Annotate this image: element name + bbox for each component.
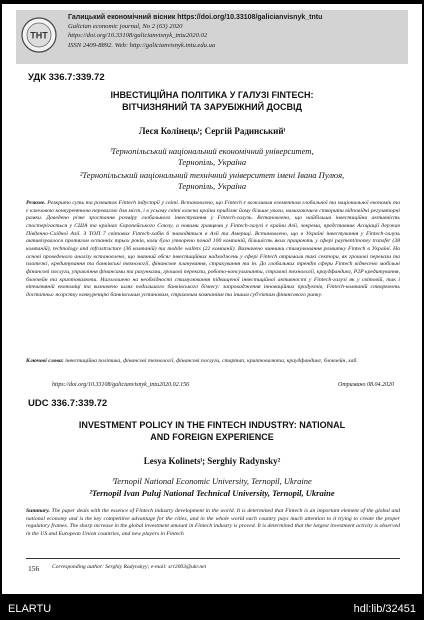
abstract-text-ua: Розкрито суть та розвиток Fintech індустрії у світі. Встановлено, що Fintech є важливим елементом глобальної та національної економік та є ключовою конкурентною перевагою для міст, і в усьому світі кожна країна приділяє йому більше уваги, намагаючися створити відповідні регуляторні рамки. Доведено різке зростання розміру глобального інвестування у Fintech-галузь. Встановлено, що найбільша інвестиційна активність спостерігається у США та країнах Європейського Союзу, а новими гравцями у Fintech-галузі є країни Азії, зокрема, представник Асоціації держав Південно-Східної Азії. З ТОП 7 світових Fintech-хабів 6 знаходяться в Азії та Америці. Встановлено, що в Україні інвестування у Fintech-галузь активізувалося протягом останніх трьох років, коли було утворено понад 100 компаній, більшість яких працюють у сфері payment/money transfer (38 компаній), technology and infrastructure (36 компаній) та mobile wallets (22 компанії). Визначено чинники стимулювання розвитку Fintech в Україні. На основі проведеного аналізу встановлено, що значний обсяг інвестиційних надходжень у сфері Fintech отримали такі сектори, як грошові перекази та платежі, кредитування та банківські технології, фінансове планування, страхування та ін. До глобальних трендів сфери Fintech віднесено мобільні фінансові послуги, управління фінансами та рахунками, грошові перекази, робото-консультанти, страхові технології, краудфандинг, P2P кредитування, блокчейн та криптовалюти. Наголошено на необхідності стимулювання підвищеної інвестиційної активності у Fintech-галузі як у світовій, так і вітчизняній економіці та визначено шлях подальшого банківського бізнесу: запровадження інноваційних продуктів, Fintech-компаній створюють достатньо жорстку конкуренцію банківським установам, страховим компаніям та іншим суб'єктам фінансового ринку.: [26, 200, 401, 298]
logo-text: ТНТ: [30, 30, 48, 41]
abstract-text-en: The paper deals with the essence of Fintech industry development in the world. It is determined that Fintech is an important element of the global and national economy and is the key competitive advantage for the cities, and in the whole world each country pays much attention to it trying to create the proper regulatory frames. The sharp increase in the global investment amount in Fintech industry is proved. It is determined that the largest investment activity is observed in the US and European Union countries, and new players in Fintech: [26, 508, 401, 537]
footer-divider: [26, 558, 400, 559]
abstract-en: [26, 508, 400, 539]
abstract-ua: [26, 200, 400, 300]
title-en: INVESTMENT POLICY IN THE FINTECH INDUSTRY: NATIONAL AND FOREIGN EXPERIENCE: [78, 420, 346, 442]
udc-en: UDC 336.7:339.72: [28, 398, 108, 409]
affiliation-1-ua: ˡТернопільський національний економічний університет, Тернопіль, Україна: [110, 146, 314, 167]
journal-title: Галицький економічний вісник https://doi.org/10.33108/galicianvisnyk_tntu: [68, 14, 323, 21]
affiliation-2-en: ²Ternopil Ivan Puluj National Technical University, Ternopil, Ukraine: [89, 488, 335, 498]
authors-ua: Леся Колінецьˡ; Сергій Радинськийˡ: [138, 126, 286, 136]
abstract-label-en: Summary.: [26, 508, 50, 514]
repository-label: ELARTU: [8, 603, 52, 615]
handle-label: hdl:lib/32451: [353, 603, 416, 615]
keywords-text: інвестиційна політика, фінансові технології, фінансові послуги, стартап, криптовалюта, краудфандинг, блокчейн, хаб.: [65, 358, 358, 364]
title-ua: ІНВЕСТИЦІЙНА ПОЛІТИКА У ГАЛУЗІ FINTECH: ВІТЧИЗНЯНИЙ ТА ЗАРУБІЖНИЙ ДОСВІД: [110, 90, 314, 112]
page-number: 156: [28, 564, 40, 573]
affiliation-1-en: ˡTernopil National Economic University, Ternopil, Ukraine: [112, 476, 312, 486]
keywords-label: Ключові слова:: [26, 358, 64, 364]
udc-ua: УДК 336.7:339.72: [28, 72, 105, 83]
received-date: Отримано 08.04.2020: [338, 382, 394, 388]
journal-issue: Galician economic journal, No 2 (63) 2020: [68, 23, 183, 31]
journal-issn[interactable]: ISSN 2409-8892. Web: http://galicianvisnyk.tntu.edu.ua: [68, 41, 216, 49]
journal-doi[interactable]: https://doi.org/10.33108/galicianvisnyk_tntu2020.02: [68, 32, 208, 40]
journal-header: [16, 10, 408, 64]
article-doi[interactable]: https://doi.org/10.33108/galicianvisnyk_tntu2020.02.156: [52, 382, 190, 388]
corresponding-author: Corresponding author: Serghiy Radynskyy; e-mail: srr2003@ukr.net: [52, 564, 207, 570]
abstract-label-ua: Резюме.: [26, 200, 46, 206]
authors-en: Lesya Kolinetsˡ; Serghiy Radynsky²: [143, 456, 281, 466]
keywords-ua: [26, 358, 400, 366]
paper-page: [2, 4, 422, 594]
affiliation-2-ua: ²Тернопільський національний технічний університет імені Івана Пулюя, Тернопіль, Україна: [79, 170, 345, 191]
university-logo: [20, 16, 58, 54]
